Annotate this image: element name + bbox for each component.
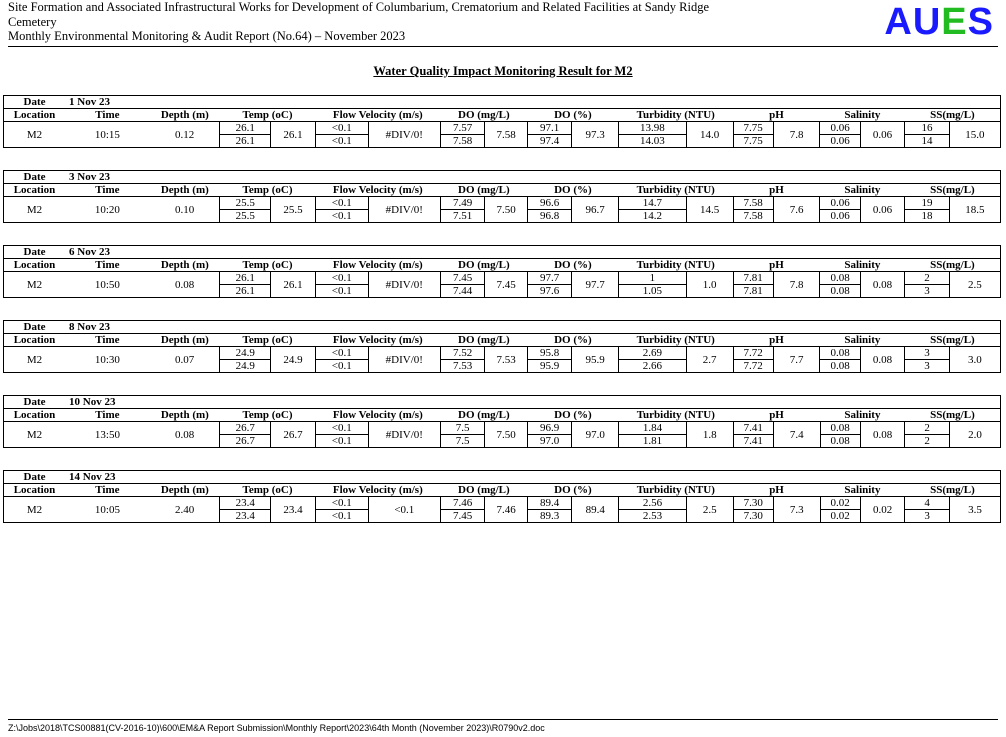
flow-average: #DIV/0! [368,197,440,223]
temp-reading: 26.1 [220,285,271,298]
column-header-salinity: Salinity [820,109,905,122]
ss-reading: 18 [905,210,950,223]
sal-reading: 0.06 [820,197,860,210]
results-table [3,245,1001,298]
monitoring-block [3,245,1001,298]
temp-reading: 26.7 [220,435,271,448]
project-title-line1: Site Formation and Associated Infrastructural Works for Development of Columbarium, Crematorium and Related Facilities at Sandy Ridge [8,0,710,14]
sal-reading: 0.08 [820,422,860,435]
do-pct-reading: 96.8 [527,210,572,223]
flow-reading: <0.1 [315,360,368,373]
flow-average: #DIV/0! [368,347,440,373]
depth-value: 0.08 [150,272,220,298]
flow-reading: <0.1 [315,497,368,510]
sal-reading: 0.08 [820,285,860,298]
column-header-do-mgl: DO (mg/L) [440,334,527,347]
column-header-do-mgl: DO (mg/L) [440,109,527,122]
date-label: Date [4,96,66,109]
column-header-location: Location [4,259,66,272]
do-mgl-average: 7.58 [485,122,527,148]
results-table [3,170,1001,223]
do-mgl-reading: 7.57 [440,122,485,135]
turb-reading: 13.98 [618,122,686,135]
turb-reading: 1.05 [618,285,686,298]
do-mgl-reading: 7.5 [440,422,485,435]
ph-average: 7.6 [773,197,820,223]
file-path-footer: Z:\Jobs\2018\TCS00881(CV-2016-10)\600\EM&A Report Submission\Monthly Report\2023\64th Month (November 2023)\R0790v2.doc [8,723,545,733]
date-label: Date [4,171,66,184]
ss-reading: 2 [905,272,950,285]
flow-average: #DIV/0! [368,122,440,148]
do-mgl-average: 7.50 [485,422,527,448]
do-mgl-reading: 7.51 [440,210,485,223]
depth-value: 0.12 [150,122,220,148]
do-mgl-reading: 7.45 [440,272,485,285]
do-mgl-reading: 7.58 [440,135,485,148]
column-header-ss: SS(mg/L) [905,184,1001,197]
monitoring-block [3,395,1001,448]
flow-average: #DIV/0! [368,272,440,298]
temp-average: 25.5 [271,197,316,223]
column-header-ss: SS(mg/L) [905,334,1001,347]
ss-average: 18.5 [949,197,1000,223]
do-pct-average: 97.0 [572,422,619,448]
time-value: 13:50 [65,422,150,448]
turb-average: 14.0 [686,122,733,148]
temp-average: 24.9 [271,347,316,373]
sal-reading: 0.02 [820,497,860,510]
ph-reading: 7.72 [733,347,773,360]
temp-average: 26.1 [271,122,316,148]
column-header-do-pct: DO (%) [527,409,618,422]
time-value: 10:15 [65,122,150,148]
column-header-temp: Temp (oC) [220,109,315,122]
ss-reading: 3 [905,347,950,360]
do-mgl-average: 7.45 [485,272,527,298]
column-header-time: Time [65,109,150,122]
document-header [8,0,868,44]
column-header-do-pct: DO (%) [527,484,618,497]
column-header-ph: pH [733,109,820,122]
turb-average: 1.0 [686,272,733,298]
flow-reading: <0.1 [315,197,368,210]
temp-reading: 25.5 [220,210,271,223]
flow-reading: <0.1 [315,422,368,435]
column-header-do-mgl: DO (mg/L) [440,184,527,197]
column-header-ss: SS(mg/L) [905,109,1001,122]
ss-average: 15.0 [949,122,1000,148]
ss-reading: 3 [905,285,950,298]
turb-reading: 14.2 [618,210,686,223]
sal-reading: 0.08 [820,347,860,360]
flow-reading: <0.1 [315,210,368,223]
column-header-time: Time [65,409,150,422]
ph-reading: 7.81 [733,272,773,285]
column-header-turbidity: Turbidity (NTU) [618,184,733,197]
temp-average: 26.1 [271,272,316,298]
aues-logo [884,2,994,42]
column-header-ph: pH [733,334,820,347]
do-mgl-reading: 7.46 [440,497,485,510]
column-header-time: Time [65,259,150,272]
ph-reading: 7.41 [733,422,773,435]
ph-reading: 7.58 [733,197,773,210]
location-value: M2 [4,497,66,523]
column-header-location: Location [4,484,66,497]
temp-reading: 24.9 [220,360,271,373]
column-header-flow: Flow Velocity (m/s) [315,184,440,197]
do-pct-reading: 97.6 [527,285,572,298]
flow-reading: <0.1 [315,272,368,285]
do-mgl-reading: 7.49 [440,197,485,210]
sal-average: 0.06 [860,197,905,223]
ph-reading: 7.72 [733,360,773,373]
flow-reading: <0.1 [315,510,368,523]
column-header-do-mgl: DO (mg/L) [440,259,527,272]
depth-value: 0.07 [150,347,220,373]
logo-letter-u: U [912,1,942,43]
turb-average: 2.5 [686,497,733,523]
column-header-flow: Flow Velocity (m/s) [315,409,440,422]
column-header-flow: Flow Velocity (m/s) [315,484,440,497]
ph-average: 7.4 [773,422,820,448]
ss-reading: 4 [905,497,950,510]
column-header-temp: Temp (oC) [220,259,315,272]
report-title: Water Quality Impact Monitoring Result for M2 [373,64,633,78]
column-header-do-pct: DO (%) [527,109,618,122]
ss-reading: 3 [905,510,950,523]
date-label: Date [4,321,66,334]
ph-average: 7.3 [773,497,820,523]
date-value: 10 Nov 23 [65,396,1001,409]
temp-reading: 26.1 [220,122,271,135]
report-subtitle: Monthly Environmental Monitoring & Audit Report (No.64) – November 2023 [8,29,406,43]
column-header-turbidity: Turbidity (NTU) [619,484,734,497]
ss-reading: 2 [905,422,950,435]
column-header-depth: Depth (m) [150,184,220,197]
turb-average: 2.7 [686,347,733,373]
column-header-do-pct: DO (%) [527,184,618,197]
column-header-temp: Temp (oC) [220,334,315,347]
do-pct-reading: 89.3 [527,510,572,523]
ph-reading: 7.41 [733,435,773,448]
turb-reading: 14.7 [618,197,686,210]
flow-reading: <0.1 [315,435,368,448]
column-header-location: Location [4,409,66,422]
turb-reading: 2.69 [618,347,686,360]
do-pct-reading: 95.8 [527,347,572,360]
do-pct-reading: 97.1 [527,122,572,135]
ss-reading: 14 [905,135,950,148]
monitoring-block [3,170,1001,223]
depth-value: 0.08 [150,422,220,448]
do-mgl-reading: 7.5 [440,435,485,448]
column-header-salinity: Salinity [820,409,905,422]
sal-average: 0.08 [860,422,905,448]
header-divider [8,46,998,47]
do-pct-reading: 97.7 [527,272,572,285]
column-header-temp: Temp (oC) [220,484,315,497]
column-header-ph: pH [733,259,820,272]
column-header-do-mgl: DO (mg/L) [440,409,527,422]
ph-reading: 7.81 [733,285,773,298]
do-pct-average: 97.3 [572,122,619,148]
column-header-turbidity: Turbidity (NTU) [618,259,733,272]
date-value: 14 Nov 23 [65,471,1001,484]
temp-reading: 26.1 [220,135,271,148]
column-header-time: Time [65,484,150,497]
sal-reading: 0.06 [820,122,860,135]
date-value: 6 Nov 23 [65,246,1001,259]
ph-reading: 7.30 [733,510,773,523]
monitoring-block [3,95,1001,148]
sal-reading: 0.08 [820,360,860,373]
date-label: Date [4,396,66,409]
project-title-line2: Cemetery [8,14,57,29]
flow-average: #DIV/0! [368,422,440,448]
date-value: 8 Nov 23 [65,321,1001,334]
column-header-temp: Temp (oC) [220,184,315,197]
column-header-depth: Depth (m) [150,484,220,497]
turb-reading: 2.56 [619,497,687,510]
sal-reading: 0.02 [820,510,860,523]
sal-reading: 0.08 [820,272,860,285]
column-header-depth: Depth (m) [150,259,220,272]
column-header-turbidity: Turbidity (NTU) [619,409,734,422]
column-header-ph: pH [733,484,820,497]
column-header-salinity: Salinity [820,259,905,272]
column-header-depth: Depth (m) [150,409,220,422]
column-header-turbidity: Turbidity (NTU) [618,109,733,122]
column-header-ph: pH [733,184,820,197]
time-value: 10:50 [65,272,150,298]
column-header-time: Time [65,334,150,347]
ss-average: 2.0 [949,422,1000,448]
ph-average: 7.8 [773,122,820,148]
date-label: Date [4,246,66,259]
sal-reading: 0.06 [820,135,860,148]
temp-reading: 24.9 [220,347,271,360]
location-value: M2 [4,122,66,148]
sal-reading: 0.08 [820,435,860,448]
sal-average: 0.08 [860,272,905,298]
do-mgl-reading: 7.53 [440,360,485,373]
do-pct-average: 97.7 [572,272,619,298]
column-header-flow: Flow Velocity (m/s) [315,109,440,122]
column-header-location: Location [4,184,66,197]
turb-reading: 14.03 [618,135,686,148]
do-pct-average: 96.7 [572,197,619,223]
column-header-turbidity: Turbidity (NTU) [618,334,733,347]
sal-average: 0.02 [860,497,905,523]
results-table [3,470,1001,523]
ss-reading: 19 [905,197,950,210]
turb-average: 14.5 [686,197,733,223]
results-table [3,95,1001,148]
temp-average: 26.7 [271,422,316,448]
do-pct-reading: 89.4 [527,497,572,510]
flow-average: <0.1 [368,497,440,523]
column-header-do-mgl: DO (mg/L) [440,484,527,497]
temp-reading: 23.4 [220,497,271,510]
flow-reading: <0.1 [315,347,368,360]
temp-reading: 26.7 [220,422,271,435]
sal-average: 0.06 [860,122,905,148]
turb-average: 1.8 [686,422,733,448]
sal-average: 0.08 [860,347,905,373]
do-mgl-reading: 7.45 [440,510,485,523]
column-header-temp: Temp (oC) [220,409,315,422]
do-pct-average: 89.4 [572,497,619,523]
column-header-ss: SS(mg/L) [905,409,1001,422]
location-value: M2 [4,272,66,298]
do-mgl-reading: 7.44 [440,285,485,298]
time-value: 10:20 [65,197,150,223]
do-pct-reading: 97.0 [527,435,572,448]
date-label: Date [4,471,66,484]
column-header-depth: Depth (m) [150,109,220,122]
logo-letter-a: A [884,1,913,43]
flow-reading: <0.1 [315,285,368,298]
ph-reading: 7.75 [733,122,773,135]
column-header-ss: SS(mg/L) [905,259,1001,272]
ss-average: 3.0 [949,347,1000,373]
ss-average: 2.5 [949,272,1000,298]
ph-reading: 7.30 [733,497,773,510]
ss-reading: 2 [905,435,950,448]
do-pct-reading: 97.4 [527,135,572,148]
sal-reading: 0.06 [820,210,860,223]
ph-reading: 7.75 [733,135,773,148]
logo-letter-s: S [967,1,994,43]
column-header-salinity: Salinity [820,184,905,197]
column-header-depth: Depth (m) [150,334,220,347]
results-table [3,395,1001,448]
ss-reading: 16 [905,122,950,135]
do-mgl-average: 7.46 [485,497,527,523]
do-pct-reading: 95.9 [527,360,572,373]
footer-divider [8,719,998,720]
temp-average: 23.4 [271,497,316,523]
column-header-ss: SS(mg/L) [905,484,1001,497]
temp-reading: 23.4 [220,510,271,523]
monitoring-block [3,470,1001,523]
do-mgl-reading: 7.52 [440,347,485,360]
ph-average: 7.8 [773,272,820,298]
column-header-location: Location [4,334,66,347]
logo-letter-e: E [941,1,968,43]
temp-reading: 25.5 [220,197,271,210]
date-value: 3 Nov 23 [65,171,1001,184]
turb-reading: 1.81 [619,435,687,448]
turb-reading: 1 [618,272,686,285]
temp-reading: 26.1 [220,272,271,285]
depth-value: 2.40 [150,497,220,523]
location-value: M2 [4,347,66,373]
column-header-location: Location [4,109,66,122]
date-value: 1 Nov 23 [65,96,1001,109]
time-value: 10:05 [65,497,150,523]
column-header-flow: Flow Velocity (m/s) [315,259,440,272]
location-value: M2 [4,197,66,223]
column-header-salinity: Salinity [820,334,905,347]
flow-reading: <0.1 [315,135,368,148]
ss-average: 3.5 [949,497,1000,523]
column-header-ph: pH [733,409,820,422]
time-value: 10:30 [65,347,150,373]
column-header-flow: Flow Velocity (m/s) [315,334,440,347]
do-mgl-average: 7.53 [485,347,527,373]
monitoring-block [3,320,1001,373]
results-table [3,320,1001,373]
do-pct-reading: 96.9 [527,422,572,435]
column-header-do-pct: DO (%) [527,334,618,347]
ss-reading: 3 [905,360,950,373]
do-pct-reading: 96.6 [527,197,572,210]
column-header-salinity: Salinity [820,484,905,497]
location-value: M2 [4,422,66,448]
ph-average: 7.7 [773,347,820,373]
depth-value: 0.10 [150,197,220,223]
flow-reading: <0.1 [315,122,368,135]
turb-reading: 1.84 [619,422,687,435]
do-pct-average: 95.9 [572,347,619,373]
turb-reading: 2.53 [619,510,687,523]
ph-reading: 7.58 [733,210,773,223]
column-header-time: Time [65,184,150,197]
column-header-do-pct: DO (%) [527,259,618,272]
turb-reading: 2.66 [618,360,686,373]
do-mgl-average: 7.50 [485,197,527,223]
